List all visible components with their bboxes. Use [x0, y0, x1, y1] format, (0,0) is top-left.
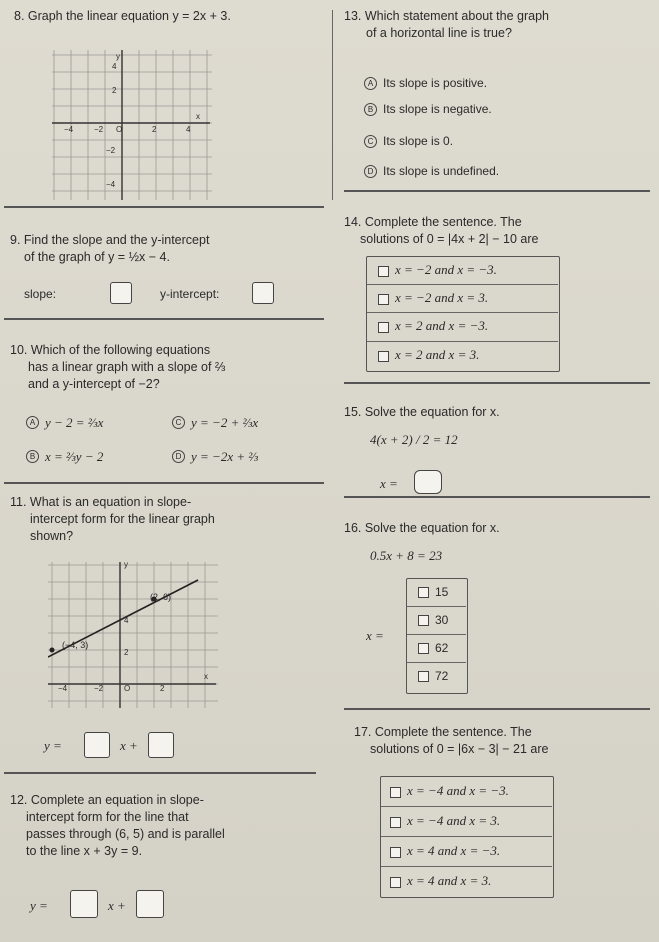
q12-slope-answer-box[interactable]	[70, 890, 98, 918]
q17-option-3[interactable]: x = 4 and x = −3.	[390, 843, 500, 859]
q11-point-b-label: (−4, 3)	[62, 640, 89, 650]
q17-option-2[interactable]: x = −4 and x = 3.	[390, 813, 500, 829]
q9-slope-answer-box[interactable]	[110, 282, 132, 304]
q13-option-d[interactable]: D Its slope is undefined.	[364, 164, 499, 178]
q13-option-a[interactable]: A Its slope is positive.	[364, 76, 487, 90]
q12-line1: 12. Complete an equation in slope-	[10, 793, 204, 807]
q14-option-4-checkbox[interactable]	[378, 351, 389, 362]
divider	[344, 190, 650, 192]
q8-tick-yneg4: −4	[106, 180, 116, 189]
q12-line3: passes through (6, 5) and is parallel	[26, 826, 225, 841]
q14-line2: solutions of 0 = |4x + 2| − 10 are	[360, 231, 539, 246]
q16-option-1-checkbox[interactable]	[418, 587, 429, 598]
q11-line1: 11. What is an equation in slope-	[10, 495, 192, 509]
q10-line1: 10. Which of the following equations	[10, 343, 211, 357]
q17-option-1[interactable]: x = −4 and x = −3.	[390, 783, 509, 799]
q8-tick-x2: 2	[152, 125, 157, 134]
divider	[367, 312, 558, 313]
q11-tick-y2: 2	[124, 648, 129, 657]
q11-x-label: x	[204, 672, 208, 681]
q8-tick-x4: 4	[186, 125, 191, 134]
option-d-bubble[interactable]: D	[172, 450, 185, 463]
q11-slope-answer-box[interactable]	[84, 732, 110, 758]
q11-intercept-answer-box[interactable]	[148, 732, 174, 758]
q10-option-b[interactable]: B x = ⅔y − 2	[26, 448, 103, 466]
q16-option-2-checkbox[interactable]	[418, 615, 429, 626]
divider	[367, 341, 558, 342]
q15-answer-box[interactable]	[414, 470, 442, 494]
option-a-bubble[interactable]: A	[26, 416, 39, 429]
divider	[344, 382, 650, 384]
q12-answer-y-label: y =	[30, 898, 48, 913]
q17-option-1-checkbox[interactable]	[390, 787, 401, 798]
q11-tick-x2: 2	[160, 684, 165, 693]
option-a-bubble[interactable]: A	[364, 77, 377, 90]
option-c-bubble[interactable]: C	[172, 416, 185, 429]
q9-yint-answer-box[interactable]	[252, 282, 274, 304]
q11-point-a-label: (2, 6)	[150, 592, 172, 602]
column-divider	[332, 10, 333, 200]
q16-option-4-checkbox[interactable]	[418, 671, 429, 682]
q12-intercept-answer-box[interactable]	[136, 890, 164, 918]
q8-tick-xneg2: −2	[94, 125, 104, 134]
q8-x-label: x	[196, 112, 200, 121]
q8-tick-y2: 2	[112, 86, 117, 95]
option-d-bubble[interactable]: D	[364, 165, 377, 178]
q11-answer-x-label: x +	[120, 738, 138, 753]
q17-prompt	[354, 724, 549, 758]
divider	[4, 206, 324, 208]
q13-line1: 13. Which statement about the graph	[344, 9, 549, 23]
divider	[344, 496, 650, 498]
q15-prompt: 15. Solve the equation for x.	[344, 405, 500, 419]
option-b-bubble[interactable]: B	[26, 450, 39, 463]
q14-line1: 14. Complete the sentence. The	[344, 215, 522, 229]
q11-tick-x0: O	[124, 684, 131, 693]
q11-prompt	[10, 494, 215, 545]
q16-option-1[interactable]: 15	[418, 585, 448, 599]
divider	[344, 708, 650, 710]
q8-tick-x0: O	[116, 125, 123, 134]
q17-option-3-checkbox[interactable]	[390, 847, 401, 858]
q16-option-4[interactable]: 72	[418, 669, 448, 683]
q8-prompt: 8. Graph the linear equation y = 2x + 3.	[14, 9, 231, 23]
q13-option-c[interactable]: C Its slope is 0.	[364, 134, 453, 148]
q8-tick-y4: 4	[112, 62, 117, 71]
q10-line2: has a linear graph with a slope of ⅔	[28, 359, 226, 374]
q17-option-4[interactable]: x = 4 and x = 3.	[390, 873, 491, 889]
q9-slope-label: slope:	[24, 287, 57, 301]
q10-option-a[interactable]: A y − 2 = ⅔x	[26, 414, 103, 432]
option-c-bubble[interactable]: C	[364, 135, 377, 148]
q17-option-4-checkbox[interactable]	[390, 877, 401, 888]
q14-prompt	[344, 214, 539, 248]
q11-tick-y4: 4	[124, 616, 129, 625]
q10-option-c[interactable]: C y = −2 + ⅔x	[172, 414, 258, 432]
q16-prompt: 16. Solve the equation for x.	[344, 521, 500, 535]
q15-equation: 4(x + 2) / 2 = 12	[370, 432, 458, 447]
q17-line1: 17. Complete the sentence. The	[354, 725, 532, 739]
divider	[4, 772, 316, 774]
divider	[381, 806, 552, 807]
divider	[381, 836, 552, 837]
divider	[4, 318, 324, 320]
q12-prompt	[10, 792, 225, 860]
divider	[407, 606, 466, 607]
q11-tick-xneg2: −2	[94, 684, 104, 693]
divider	[4, 482, 324, 484]
q16-option-3-checkbox[interactable]	[418, 643, 429, 654]
q10-line3: and a y-intercept of −2?	[28, 376, 160, 391]
divider	[367, 284, 558, 285]
q11-graph[interactable]	[48, 562, 218, 708]
divider	[381, 866, 552, 867]
q17-line2: solutions of 0 = |6x − 3| − 21 are	[370, 741, 549, 756]
q9-line1: 9. Find the slope and the y-intercept	[10, 233, 210, 247]
q8-y-label: y	[116, 52, 120, 61]
divider	[407, 662, 466, 663]
q8-tick-yneg2: −2	[106, 146, 116, 155]
q16-option-3[interactable]: 62	[418, 641, 448, 655]
q9-prompt	[10, 232, 209, 266]
q8-tick-xneg4: −4	[64, 125, 74, 134]
q10-prompt	[10, 342, 225, 393]
q10-option-d[interactable]: D y = −2x + ⅔	[172, 448, 258, 466]
q14-option-2[interactable]: x = −2 and x = 3.	[378, 290, 488, 306]
q13-prompt	[344, 8, 549, 42]
q13-line2: of a horizontal line is true?	[366, 25, 512, 40]
q12-line4: to the line x + 3y = 9.	[26, 843, 143, 858]
q14-option-3[interactable]: x = 2 and x = −3.	[378, 318, 488, 334]
q11-answer-y-label: y =	[44, 738, 62, 753]
q9-line2: of the graph of y = ½x − 4.	[24, 249, 170, 264]
q14-option-1-checkbox[interactable]	[378, 266, 389, 277]
q14-option-3-checkbox[interactable]	[378, 322, 389, 333]
q11-line3: shown?	[30, 528, 74, 543]
q11-tick-xneg4: −4	[58, 684, 68, 693]
q17-option-2-checkbox[interactable]	[390, 817, 401, 828]
q16-option-2[interactable]: 30	[418, 613, 448, 627]
q12-answer-x-label: x +	[108, 898, 126, 913]
q11-line2: intercept form for the linear graph	[30, 511, 215, 526]
q15-answer-label: x =	[380, 476, 398, 491]
q14-option-2-checkbox[interactable]	[378, 294, 389, 305]
q11-y-label: y	[124, 560, 128, 569]
q14-option-1[interactable]: x = −2 and x = −3.	[378, 262, 497, 278]
option-b-bubble[interactable]: B	[364, 103, 377, 116]
q14-option-4[interactable]: x = 2 and x = 3.	[378, 347, 479, 363]
q16-x-label: x =	[366, 628, 384, 643]
q16-equation: 0.5x + 8 = 23	[370, 548, 443, 563]
divider	[407, 634, 466, 635]
q13-option-b[interactable]: B Its slope is negative.	[364, 102, 492, 116]
q12-line2: intercept form for the line that	[26, 809, 189, 824]
q9-yint-label: y-intercept:	[160, 287, 220, 301]
